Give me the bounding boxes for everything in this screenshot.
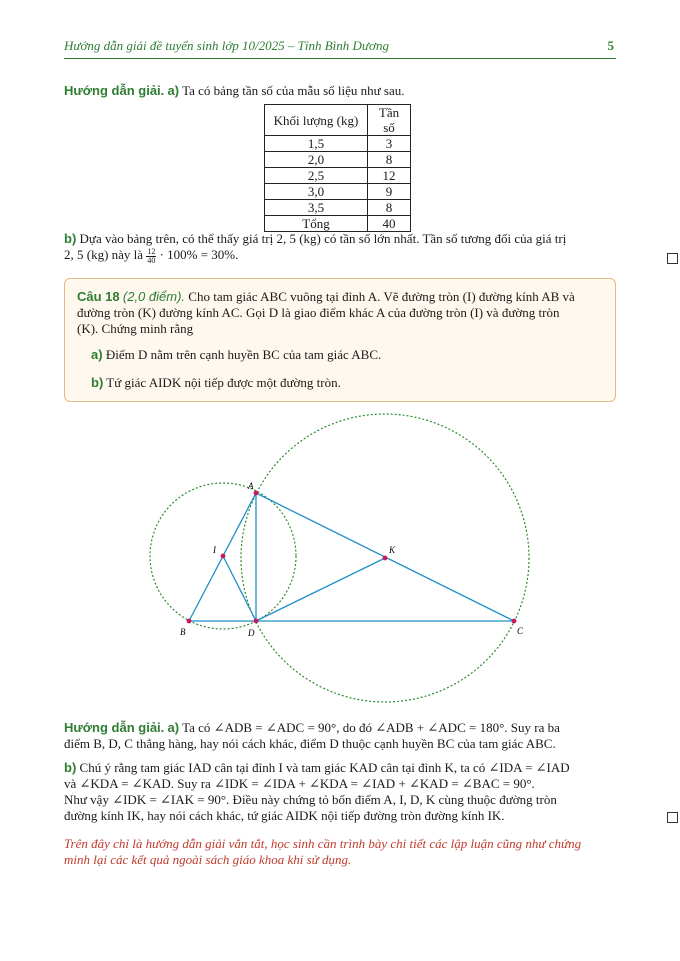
part-b-text: 2, 5 (kg) này là [64, 247, 144, 262]
column-header: Tần số [368, 105, 411, 136]
solution-text: Chú ý rằng tam giác IAD cân tại đỉnh I và tam giác KAD cân tại đỉnh K, ta có ∠IDA = ∠IAD [79, 760, 570, 775]
segment-dk [256, 558, 385, 621]
solution-line: Như vậy ∠IDK = ∠IAK = 90°. Điều này chứng tỏ bốn điểm A, I, D, K cùng thuộc đường tròn [64, 792, 557, 807]
part-b-label: b) [64, 231, 77, 246]
solution-text: Ta có ∠ADB = ∠ADC = 90°, do đó ∠ADB + ∠ADC = 180°. Suy ra ba [182, 720, 560, 735]
point-a [254, 491, 259, 496]
part-b-label: b) [64, 760, 77, 775]
part-a-label: a) [91, 347, 103, 362]
question-line: (K). Chứng minh rằng [77, 321, 194, 336]
part-b-text: Tứ giác AIDK nội tiếp được một đường tròn. [106, 375, 341, 390]
table-cell: 3,5 [265, 200, 368, 216]
solution-label: Hướng dẫn giải. [64, 83, 165, 98]
question-label: Câu 18 [77, 289, 120, 304]
table-cell: 8 [368, 200, 411, 216]
solution-line: và ∠KDA = ∠KAD. Suy ra ∠IDK = ∠IDA + ∠KDA = ∠IAD + ∠KAD = ∠BAC = 90°. [64, 776, 535, 791]
note-line: Trên đây chỉ là hướng dẫn giải vắn tắt, học sinh cần trình bày chi tiết các lập luận cũng như chứng [64, 836, 582, 851]
point-d [254, 619, 259, 624]
solution18-part-b [64, 760, 616, 824]
header-title: Hướng dẫn giải đề tuyển sinh lớp 10/2025 – Tỉnh Bình Dương [64, 38, 389, 53]
question-line: đường tròn (K) đường kính AC. Gọi D là giao điểm khác A của đường tròn (I) và đường tròn [77, 305, 560, 320]
table-cell: 12 [368, 168, 411, 184]
label-c: C [517, 626, 524, 636]
table-cell: 40 [368, 216, 411, 232]
table-cell: 8 [368, 152, 411, 168]
fraction-denominator: 40 [147, 255, 156, 265]
fraction-numerator: 12 [147, 246, 156, 256]
question-points: (2,0 điểm). [122, 289, 186, 304]
solution-label: Hướng dẫn giải. [64, 720, 165, 735]
label-a: A [248, 481, 254, 491]
solution18-part-a [64, 720, 616, 752]
table-cell: 1,5 [265, 136, 368, 152]
part-b-text: · 100% = 30%. [159, 247, 239, 262]
question-line: Cho tam giác ABC vuông tại đỉnh A. Vẽ đường tròn (I) đường kính AB và [188, 289, 575, 304]
part-b-text: Dựa vào bảng trên, có thể thấy giá trị 2, 5 (kg) có tần số lớn nhất. Tần số tương đối của giá trị [79, 231, 567, 246]
table-cell: 3,0 [265, 184, 368, 200]
table-cell: Tổng [265, 216, 368, 232]
solution-line [64, 760, 616, 776]
part-a-text: Ta có bảng tần số của mẫu số liệu như sau. [182, 83, 405, 98]
part-b-label: b) [91, 375, 104, 390]
point-c [512, 619, 517, 624]
label-i: I [213, 545, 216, 555]
solution-line: điểm B, D, C thẳng hàng, hay nói cách khác, điểm D thuộc cạnh huyền BC của tam giác ABC. [64, 736, 556, 751]
qed-square-icon [667, 812, 678, 823]
table-cell: 3 [368, 136, 411, 152]
table-cell: 2,5 [265, 168, 368, 184]
point-i [221, 554, 226, 559]
table-cell: 9 [368, 184, 411, 200]
solution-line [64, 720, 616, 736]
part-a-label: a) [167, 720, 180, 735]
part-a-text: Điểm D nằm trên cạnh huyền BC của tam giác ABC. [105, 347, 382, 362]
label-k: K [389, 545, 396, 555]
page-number: 5 [607, 38, 614, 53]
note-line: minh lại các kết quả ngoài sách giáo khoa khi sử dụng. [64, 852, 352, 867]
solution-line: đường kính IK, hay nói cách khác, tứ giác AIDK nội tiếp đường tròn đường kính IK. [64, 808, 505, 823]
label-b: B [180, 627, 186, 637]
point-k [383, 556, 388, 561]
label-d: D [248, 628, 255, 638]
table-cell: 2,0 [265, 152, 368, 168]
segment-id [223, 556, 256, 621]
column-header: Khối lượng (kg) [265, 105, 368, 136]
point-b [187, 619, 192, 624]
part-a-label: a) [167, 83, 180, 98]
closing-note [64, 836, 616, 868]
